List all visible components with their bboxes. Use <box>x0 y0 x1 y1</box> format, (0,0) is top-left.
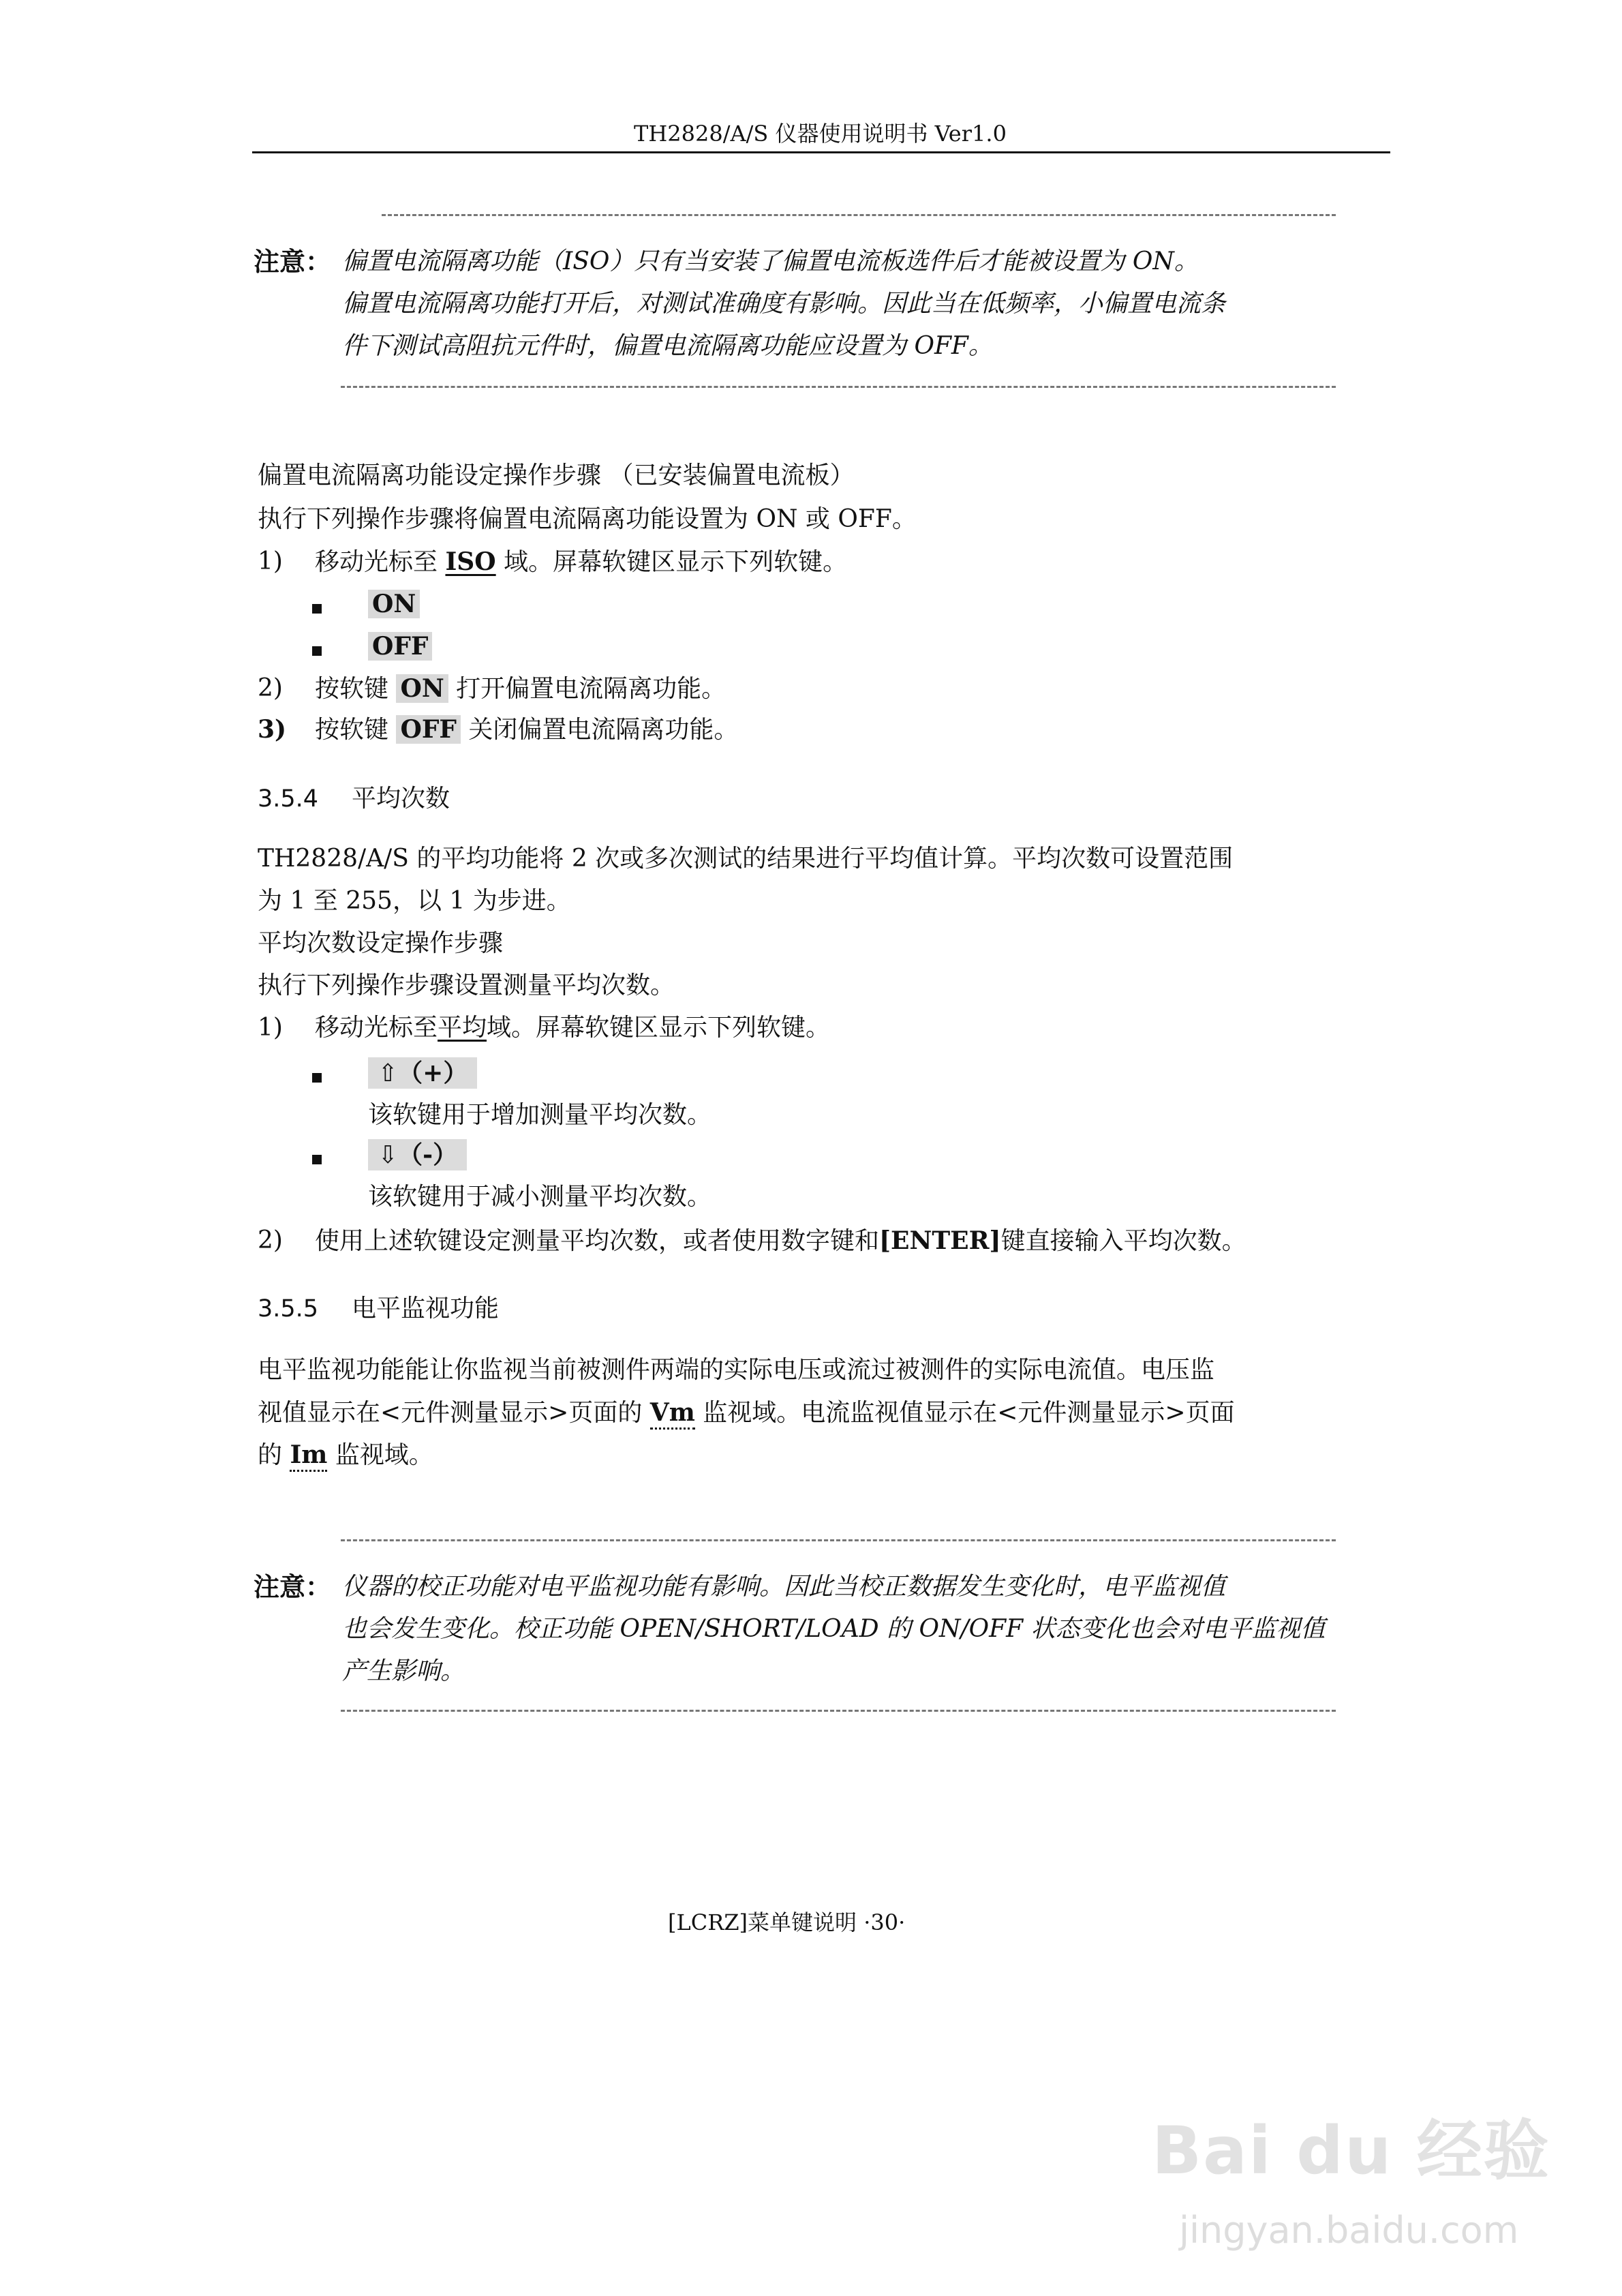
page-footer: [LCRZ]菜单键说明 ·30· <box>668 1909 906 1935</box>
step-text <box>315 545 847 579</box>
softkey-decrease[interactable] <box>368 1138 467 1172</box>
note-line: 件下测试高阻抗元件时，偏置电流隔离功能应设置为 OFF。 <box>342 332 993 360</box>
step-text-post: 域。屏幕软键区显示下列软键。 <box>495 548 848 576</box>
softkey-on-label: ON <box>368 590 420 618</box>
note-line: 产生影响。 <box>342 1657 465 1685</box>
step-number: 1) <box>258 1014 283 1042</box>
header-rule <box>252 151 1390 153</box>
bullet <box>312 1155 322 1164</box>
paragraph-line <box>258 1396 1235 1430</box>
im-field: Im <box>290 1440 327 1472</box>
procedure-heading: 平均次数设定操作步骤 <box>258 929 504 957</box>
average-field: 平均 <box>438 1014 487 1042</box>
step-number: 1) <box>258 547 283 575</box>
procedure-intro: 执行下列操作步骤设置测量平均次数。 <box>258 971 675 999</box>
note-bottom-divider <box>341 386 1336 388</box>
note-label: 注意： <box>254 246 332 277</box>
page-header-title: TH2828/A/S 仪器使用说明书 Ver1.0 <box>634 121 1007 147</box>
section-title: 平均次数 <box>352 785 450 813</box>
step-text <box>315 1012 830 1044</box>
step-text-pre: 按软键 <box>315 675 397 703</box>
inline-key-on: ON <box>396 674 448 703</box>
paragraph-text-pre: 的 <box>258 1441 290 1469</box>
note-label: 注意： <box>254 1571 332 1602</box>
softkey-on[interactable] <box>368 588 420 621</box>
procedure-heading: 偏置电流隔离功能设定操作步骤 （已安装偏置电流板） <box>258 462 855 489</box>
step-number: 3) <box>258 715 287 744</box>
paragraph-text-post: 监视域。电流监视值显示在<元件测量显示>页面 <box>694 1399 1235 1427</box>
note-top-divider <box>382 214 1336 216</box>
step-number: 2) <box>258 1226 283 1254</box>
bullet <box>312 604 322 614</box>
step-text <box>315 1224 1246 1258</box>
procedure-intro: 执行下列操作步骤将偏置电流隔离功能设置为 ON 或 OFF。 <box>258 505 917 533</box>
step-text-post: 关闭偏置电流隔离功能。 <box>460 716 739 744</box>
note-line: 仪器的校正功能对电平监视功能有影响。因此当校正数据发生变化时，电平监视值 <box>342 1573 1226 1601</box>
note-line: 偏置电流隔离功能打开后，对测试准确度有影响。因此当在低频率，小偏置电流条 <box>342 290 1226 318</box>
softkey-increase-label: ⇧（+） <box>368 1057 477 1089</box>
enter-key: [ENTER] <box>879 1226 1001 1255</box>
step-text-pre: 使用上述软键设定测量平均次数，或者使用数字键和 <box>315 1227 880 1255</box>
section-title: 电平监视功能 <box>352 1295 500 1323</box>
paragraph-line <box>258 1438 433 1472</box>
softkey-off[interactable] <box>368 630 432 663</box>
vm-field: Vm <box>650 1398 695 1430</box>
paragraph-text-pre: 视值显示在<元件测量显示>页面的 <box>258 1399 650 1427</box>
step-text <box>315 713 738 746</box>
softkey-off-label: OFF <box>368 632 432 661</box>
note-line: 也会发生变化。校正功能 OPEN/SHORT/LOAD 的 ON/OFF 状态变化也会对电平监视值 <box>342 1615 1326 1643</box>
inline-key-off: OFF <box>396 715 460 744</box>
note-line: 偏置电流隔离功能（ISO）只有当安装了偏置电流板选件后才能被设置为 ON。 <box>342 247 1199 275</box>
paragraph-line: 为 1 至 255，以 1 为步进。 <box>258 887 571 915</box>
paragraph-line: TH2828/A/S 的平均功能将 2 次或多次测试的结果进行平均值计算。平均次数可设置范围 <box>258 845 1234 873</box>
step-text-pre: 移动光标至 <box>315 1014 438 1042</box>
softkey-increase[interactable] <box>368 1057 477 1090</box>
step-text-post: 域。屏幕软键区显示下列软键。 <box>487 1014 831 1042</box>
step-text-pre: 移动光标至 <box>315 548 446 576</box>
softkey-description: 该软键用于减小测量平均次数。 <box>368 1183 712 1211</box>
step-text-post: 键直接输入平均次数。 <box>1000 1227 1246 1255</box>
watermark-brand: Bai du 经验 <box>1152 2113 1550 2189</box>
section-number: 3.5.4 <box>258 785 319 813</box>
softkey-description: 该软键用于增加测量平均次数。 <box>368 1101 712 1129</box>
softkey-decrease-label: ⇩（-） <box>368 1139 467 1170</box>
step-number: 2) <box>258 674 283 702</box>
paragraph-text-post: 监视域。 <box>327 1441 433 1469</box>
section-number: 3.5.5 <box>258 1295 319 1323</box>
bullet <box>312 646 322 656</box>
bullet <box>312 1073 322 1083</box>
step-text-post: 打开偏置电流隔离功能。 <box>448 675 726 703</box>
iso-field: ISO <box>445 547 496 576</box>
note-top-divider <box>341 1539 1336 1541</box>
baidu-watermark <box>1152 2072 1574 2277</box>
step-text-pre: 按软键 <box>315 716 397 744</box>
step-text <box>315 672 726 706</box>
paragraph-line: 电平监视功能能让你监视当前被测件两端的实际电压或流过被测件的实际电流值。电压监 <box>258 1356 1215 1384</box>
note-bottom-divider <box>341 1710 1336 1712</box>
watermark-url: jingyan.baidu.com <box>1179 2209 1519 2252</box>
